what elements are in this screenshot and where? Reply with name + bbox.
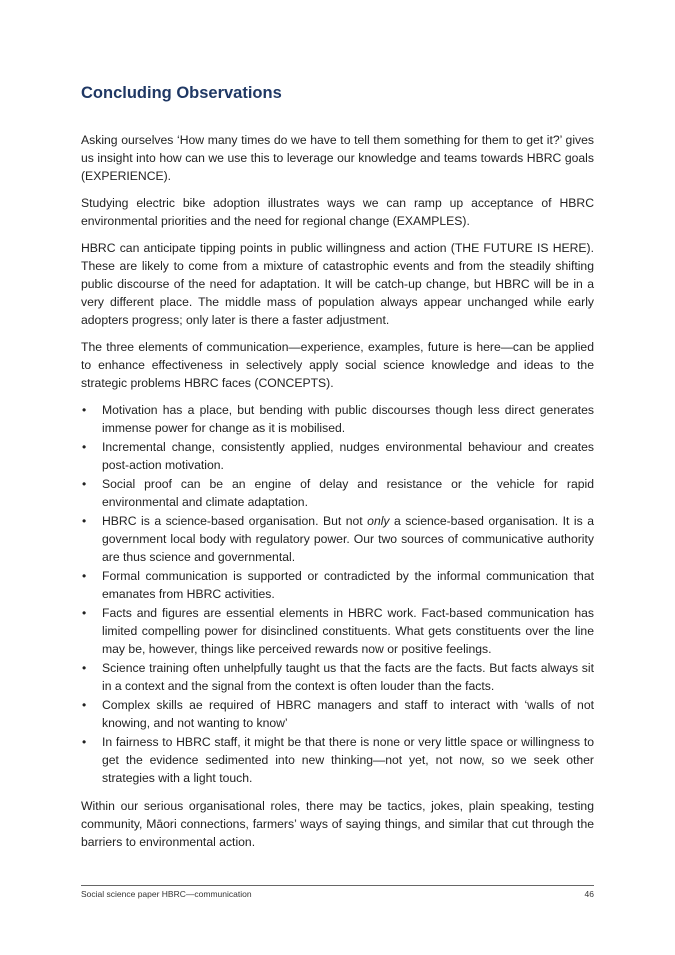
list-item-text: Complex skills ae required of HBRC managers and staff to interact with ‘walls of not knowing, and not wanting to know’	[102, 698, 594, 730]
paragraph-examples: Studying electric bike adoption illustrates ways we can ramp up acceptance of HBRC environmental priorities and the need for regional change (EXAMPLES).	[81, 196, 594, 228]
bullet-icon: •	[82, 514, 87, 528]
list-item-text-before: HBRC is a science-based organisation. But not	[102, 514, 368, 528]
list-item-text: Facts and figures are essential elements in HBRC work. Fact-based communication has limited compelling power for disinclined constituents. What gets constituents over the line may be, however, things like perceived rewards now or positive feelings.	[102, 606, 594, 656]
list-item	[81, 512, 594, 566]
closing-paragraph: Within our serious organisational roles, there may be tactics, jokes, plain speaking, testing community, Māori connections, farmers’ ways of saying things, and similar that cut through the barriers to environmental action.	[81, 799, 594, 849]
bullet-icon: •	[82, 477, 87, 491]
list-item	[81, 604, 594, 658]
list-item-text: Motivation has a place, but bending with public discourses though less direct generates immense power for change as it is mobilised.	[102, 403, 594, 435]
paragraph-future: HBRC can anticipate tipping points in public willingness and action (THE FUTURE IS HERE). These are likely to come from a mixture of catastrophic events and from the steadily shifting public discourse of the need for adaptation. It will be catch-up change, but HBRC will be in a very different place. The middle mass of population always appear unchanged while early adopters progress; only later is there a faster adjustment.	[81, 241, 594, 327]
bullet-icon: •	[82, 403, 87, 417]
bullet-icon: •	[82, 440, 87, 454]
section-heading: Concluding Observations	[81, 84, 282, 102]
list-item-text: Science training often unhelpfully taught us that the facts are the facts. But facts always sit in a context and the signal from the context is often louder than the facts.	[102, 661, 594, 693]
footer-title: Social science paper HBRC—communication	[81, 889, 252, 899]
paragraph-experience: Asking ourselves ‘How many times do we have to tell them something for them to get it?’ gives us insight into how can we use this to leverage our knowledge and teams towards HBRC goals (EXPERIENCE).	[81, 133, 594, 183]
observation-list	[81, 401, 594, 787]
list-item-text: Incremental change, consistently applied, nudges environmental behaviour and creates post-action motivation.	[102, 440, 594, 472]
list-item-text: In fairness to HBRC staff, it might be that there is none or very little space or willingness to get the evidence sedimented into new thinking—not yet, not now, so we seek other strategies with a light touch.	[102, 735, 594, 785]
body-content	[81, 131, 594, 860]
list-item	[81, 567, 594, 603]
list-item-text: Social proof can be an engine of delay and resistance or the vehicle for rapid environmental and climate adaptation.	[102, 477, 594, 509]
list-item	[81, 401, 594, 437]
bullet-icon: •	[82, 735, 87, 749]
page-number: 46	[584, 889, 594, 899]
list-item	[81, 659, 594, 695]
list-item	[81, 438, 594, 474]
bullet-icon: •	[82, 569, 87, 583]
list-item-text	[102, 514, 594, 564]
bullet-icon: •	[82, 606, 87, 620]
list-item-text: Formal communication is supported or contradicted by the informal communication that emanates from HBRC activities.	[102, 569, 594, 601]
paragraph-concepts: The three elements of communication—experience, examples, future is here—can be applied to enhance effectiveness in selectively apply social science knowledge and ideas to the strategic problems HBRC faces (CONCEPTS).	[81, 340, 594, 390]
footer-divider	[81, 885, 594, 886]
list-item-text-after: a science-based organisation. It is a government local body with regulatory power. Our two sources of communicative authority are thus science and governmental.	[102, 514, 594, 564]
bullet-icon: •	[82, 661, 87, 675]
list-item	[81, 696, 594, 732]
bullet-icon: •	[82, 698, 87, 712]
list-item	[81, 475, 594, 511]
list-item-emphasis: only	[367, 514, 390, 528]
list-item	[81, 733, 594, 787]
